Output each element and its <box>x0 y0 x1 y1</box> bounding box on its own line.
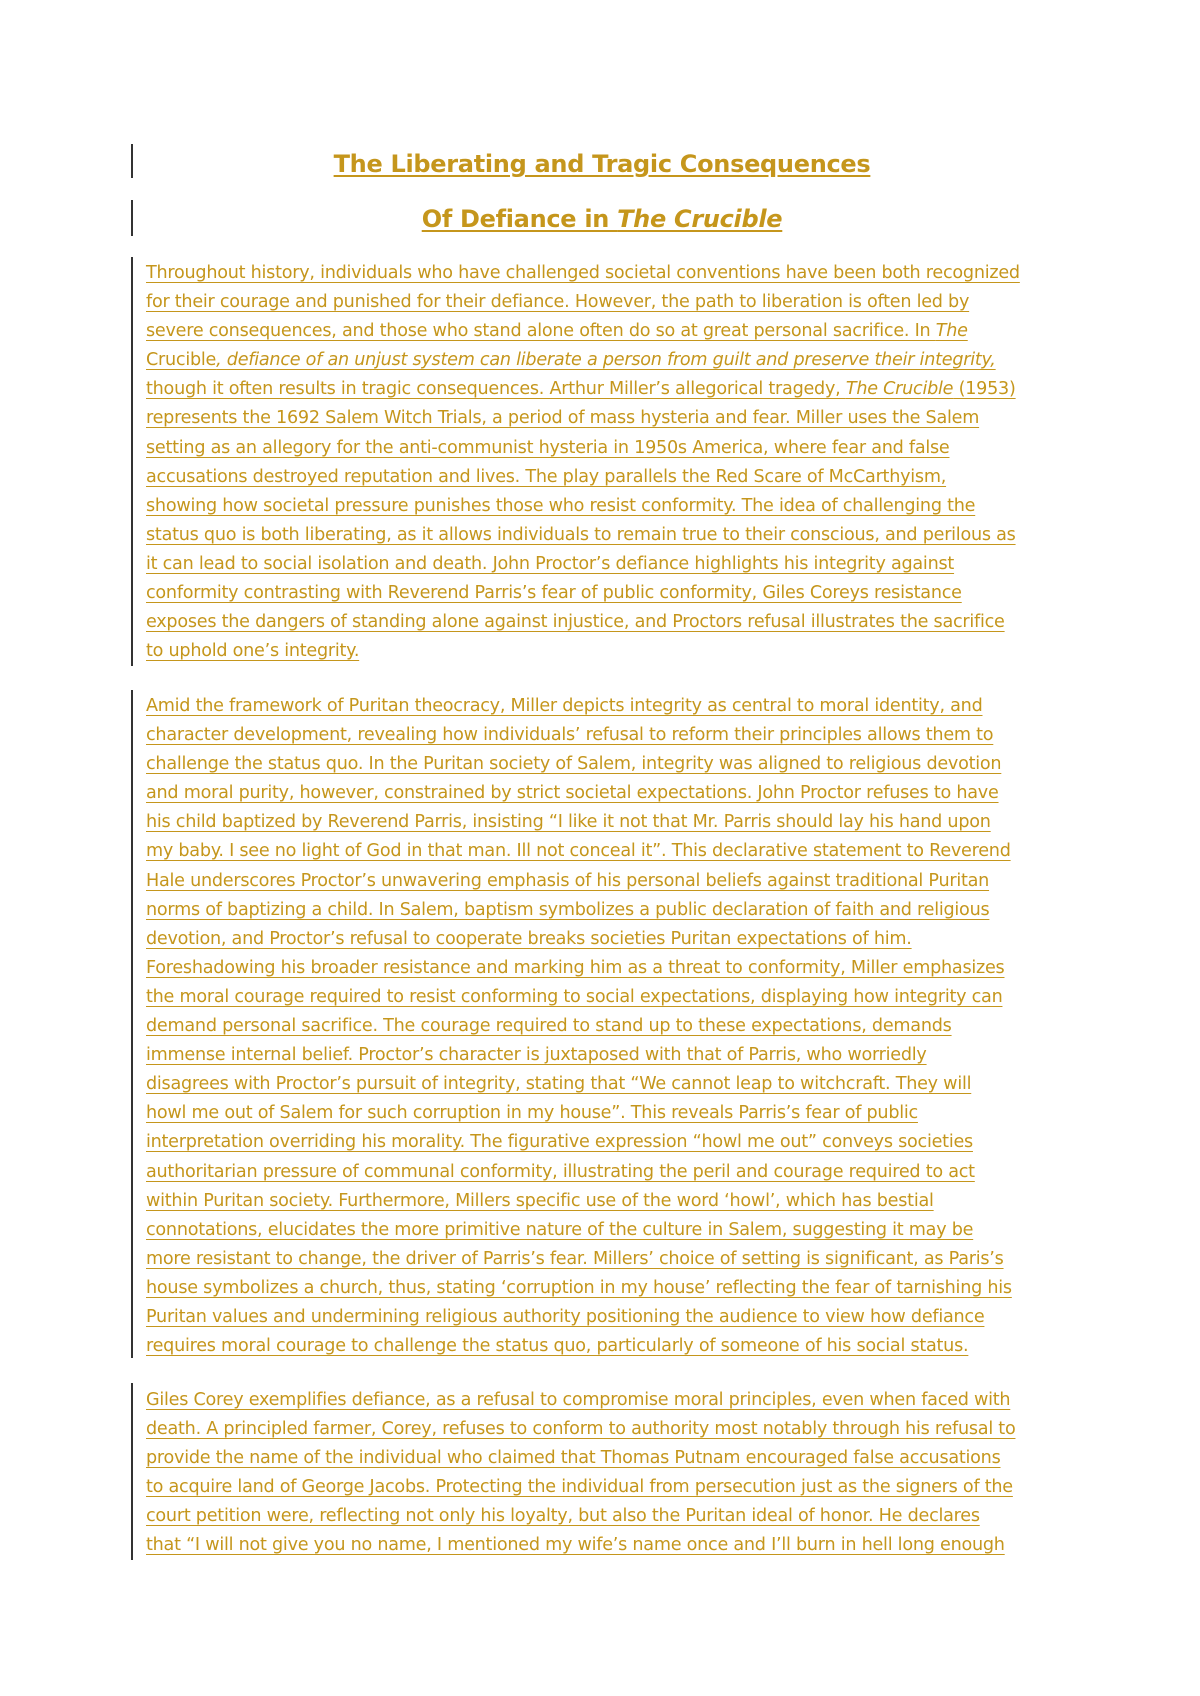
text-segment: my baby. I see no light of God in that man. Ill not conceal it”. This declarative statement to Reverend <box>146 841 1011 862</box>
text-segment: that “I will not give you no name, I mentioned my wife’s name once and I’ll burn in hell long enough <box>146 1535 1005 1556</box>
italic-text-segment: The <box>935 321 968 342</box>
text-segment: Amid the framework of Puritan theocracy, Miller depicts integrity as central to moral identity, and <box>146 696 983 716</box>
text-segment: court petition were, reflecting not only his loyalty, but also the Puritan ideal of honor. He declares <box>146 1506 980 1527</box>
text-segment: to acquire land of George Jacobs. Protecting the individual from persecution just as the signers of the <box>146 1477 1013 1498</box>
text-segment: his child baptized by Reverend Parris, insisting “I like it not that Mr. Parris should lay his hand upon <box>146 812 991 833</box>
paragraph-line <box>146 837 1068 866</box>
text-segment: represents the 1692 Salem Witch Trials, a period of mass hysteria and fear. Miller uses the Salem <box>146 408 980 429</box>
text-segment: exposes the dangers of standing alone against injustice, and Proctors refusal illustrates the sacrifice <box>146 612 1005 633</box>
text-segment: and moral purity, however, constrained by strict societal expectations. John Proctor refuses to have <box>146 783 999 804</box>
paragraph-introduction <box>146 259 1068 666</box>
text-segment: house symbolizes a church, thus, stating ‘corruption in my house’ reflecting the fear of tarnishing his <box>146 1277 1012 1298</box>
paragraph-body-giles-corey <box>146 1386 1068 1561</box>
text-segment: status quo is both liberating, as it allows individuals to remain true to their conscious, and perilous as <box>146 524 1016 545</box>
title-line-2-text: Of Defiance in <box>421 205 618 233</box>
text-segment: Foreshadowing his broader resistance and marking him as a threat to conformity, Miller emphasizes <box>146 957 1005 978</box>
paragraph-line <box>146 521 1068 550</box>
title-line-2-italic-text: The Crucible <box>617 205 783 233</box>
paragraph-line <box>146 721 1068 750</box>
change-bar-paragraph-1 <box>131 257 133 666</box>
paragraph-line <box>146 983 1068 1012</box>
text-segment: accusations destroyed reputation and lives. The play parallels the Red Scare of McCarthyism, <box>146 466 947 487</box>
title-line-1-text: The Liberating and Tragic Consequences <box>333 150 871 178</box>
italic-text-segment: The Crucible <box>845 379 954 400</box>
text-segment: devotion, and Proctor’s refusal to cooperate breaks societies Puritan expectations of him. <box>146 928 912 949</box>
paragraph-line <box>146 1274 1068 1303</box>
text-segment: more resistant to change, the driver of Parris’s fear. Millers’ choice of setting is significant, as Paris’s <box>146 1248 1004 1269</box>
text-segment: character development, revealing how individuals’ refusal to reform their principles allows them to <box>146 725 994 746</box>
paragraph-body-integrity <box>146 692 1068 1361</box>
text-segment: death. A principled farmer, Corey, refuses to conform to authority most notably through his refusal to <box>146 1419 1016 1440</box>
paragraph-line <box>146 463 1068 492</box>
text-segment: the moral courage required to resist conforming to social expectations, displaying how integrity can <box>146 986 1003 1007</box>
paragraph-line <box>146 1158 1068 1187</box>
paragraph-line <box>146 1216 1068 1245</box>
text-segment: (1953) <box>953 379 1016 400</box>
paragraph-line <box>146 779 1068 808</box>
paragraph-line <box>146 925 1068 954</box>
text-segment: demand personal sacrifice. The courage required to stand up to these expectations, demands <box>146 1016 952 1037</box>
text-segment: interpretation overriding his morality. The figurative expression “howl me out” conveys societies <box>146 1132 973 1153</box>
paragraph-line <box>146 404 1068 433</box>
text-segment: provide the name of the individual who claimed that Thomas Putnam encouraged false accusations <box>146 1448 1001 1469</box>
text-segment: Giles Corey exemplifies defiance, as a refusal to compromise moral principles, even when faced with <box>146 1390 1011 1410</box>
text-segment: to uphold one’s integrity. <box>146 641 360 662</box>
text-segment: immense internal belief. Proctor’s character is juxtaposed with that of Parris, who worriedly <box>146 1045 927 1066</box>
text-segment: for their courage and punished for their defiance. However, the path to liberation is often led by <box>146 292 970 313</box>
change-bar-title-2 <box>131 200 133 236</box>
paragraph-line <box>146 1245 1068 1274</box>
text-segment: Crucible <box>146 350 217 371</box>
paragraph-line <box>146 1386 1068 1415</box>
paragraph-line <box>146 1332 1068 1361</box>
paragraph-line <box>146 637 1068 666</box>
paragraph-line <box>146 1502 1068 1531</box>
paragraph-line <box>146 550 1068 579</box>
paragraph-line <box>146 1041 1068 1070</box>
text-segment: challenge the status quo. In the Puritan society of Salem, integrity was aligned to religious devotion <box>146 754 1002 775</box>
text-segment: severe consequences, and those who stand alone often do so at great personal sacrifice. In <box>146 321 936 342</box>
text-segment: Puritan values and undermining religious authority positioning the audience to view how defiance <box>146 1306 985 1327</box>
text-segment: howl me out of Salem for such corruption in my house”. This reveals Parris’s fear of public <box>146 1103 918 1124</box>
paragraph-line <box>146 1128 1068 1157</box>
change-bar-title-1 <box>131 144 133 178</box>
text-segment: conformity contrasting with Reverend Parris’s fear of public conformity, Giles Coreys resistance <box>146 583 962 604</box>
paragraph-line <box>146 1415 1068 1444</box>
paragraph-line <box>146 1444 1068 1473</box>
text-segment: requires moral courage to challenge the status quo, particularly of someone of his social status. <box>146 1336 969 1357</box>
paragraph-line <box>146 692 1068 721</box>
italic-text-segment: , defiance of an unjust system can liberate a person from guilt and preserve their integrity, <box>216 350 996 371</box>
paragraph-line <box>146 1012 1068 1041</box>
paragraph-line <box>146 288 1068 317</box>
paragraph-line <box>146 434 1068 463</box>
text-segment: setting as an allegory for the anti-communist hysteria in 1950s America, where fear and false <box>146 437 950 458</box>
paragraph-line <box>146 808 1068 837</box>
paragraph-line <box>146 492 1068 521</box>
paragraph-line <box>146 1531 1068 1560</box>
text-segment: disagrees with Proctor’s pursuit of integrity, stating that “We cannot leap to witchcraft. They will <box>146 1074 972 1095</box>
paragraph-line <box>146 259 1068 288</box>
text-segment: authoritarian pressure of communal conformity, illustrating the peril and courage required to act <box>146 1161 975 1182</box>
paragraph-line <box>146 1099 1068 1128</box>
text-segment: Throughout history, individuals who have challenged societal conventions have been both recognized <box>146 263 1020 283</box>
text-segment: connotations, elucidates the more primitive nature of the culture in Salem, suggesting it may be <box>146 1219 974 1240</box>
text-segment: showing how societal pressure punishes those who resist conformity. The idea of challenging the <box>146 495 976 516</box>
text-segment: it can lead to social isolation and death. John Proctor’s defiance highlights his integrity against <box>146 553 955 574</box>
paragraph-line <box>146 867 1068 896</box>
document-title-line-1 <box>146 150 1058 178</box>
paragraph-line <box>146 1473 1068 1502</box>
text-segment: within Puritan society. Furthermore, Millers specific use of the word ‘howl’, which has bestial <box>146 1190 934 1211</box>
paragraph-line <box>146 896 1068 925</box>
paragraph-line <box>146 375 1068 404</box>
text-segment: though it often results in tragic consequences. Arthur Miller’s allegorical tragedy, <box>146 379 846 400</box>
paragraph-line <box>146 346 1068 375</box>
paragraph-line <box>146 579 1068 608</box>
paragraph-line <box>146 1070 1068 1099</box>
text-segment: norms of baptizing a child. In Salem, baptism symbolizes a public declaration of faith and religious <box>146 899 990 920</box>
change-bar-paragraph-3 <box>131 1383 133 1560</box>
paragraph-line <box>146 608 1068 637</box>
text-segment: Hale underscores Proctor’s unwavering emphasis of his personal beliefs against traditional Puritan <box>146 870 990 891</box>
paragraph-line <box>146 954 1068 983</box>
paragraph-line <box>146 317 1068 346</box>
paragraph-line <box>146 1187 1068 1216</box>
paragraph-line <box>146 1303 1068 1332</box>
paragraph-line <box>146 750 1068 779</box>
change-bar-paragraph-2 <box>131 690 133 1358</box>
document-title-line-2 <box>146 205 1058 233</box>
